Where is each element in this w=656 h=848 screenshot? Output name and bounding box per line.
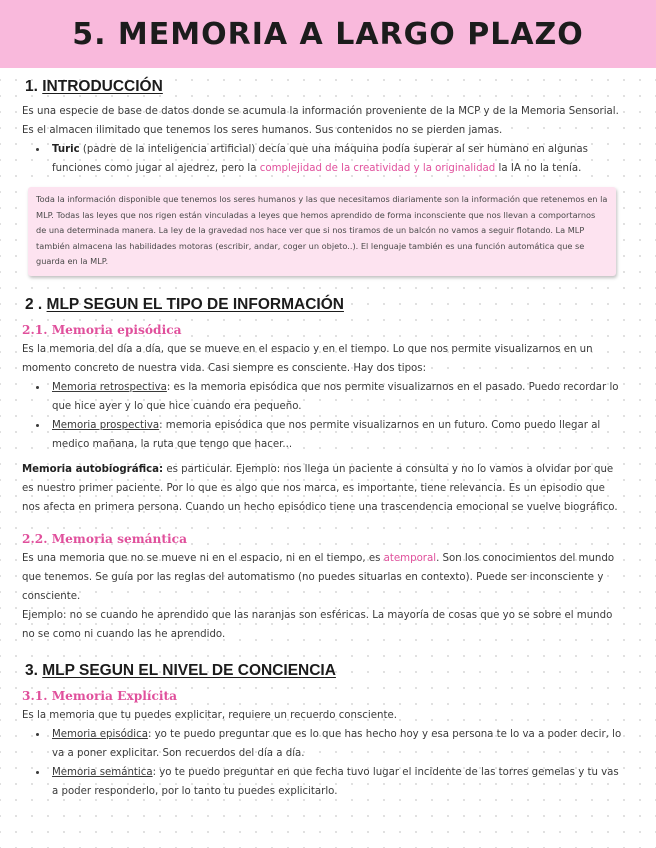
list-item — [48, 416, 622, 454]
highlight-text: atemporal — [383, 552, 437, 564]
text-run: : es la memoria episódica que nos permite visualizarnos en el pasado. Puedo recordar lo que hice ayer y lo que hice cuando era pequeño. — [52, 381, 619, 412]
section-introduccion — [22, 78, 622, 276]
underlined-term: Memoria prospectiva — [52, 419, 160, 431]
note-text: Toda la información disponible que tenemos los seres humanos y las que necesitamos diariamente son la información que retenemos en la MLP. Todas las leyes que nos rigen están vinculadas a leyes que hemos aprendido de forma inconsciente que nos llevan a comportarnos de una determinada manera. La ley de la gravedad nos hace ver que si nos tiramos de un balcón no vamos a seguir flotando. La MLP también almacena las habilidades motoras (escribir, andar, coger un objeto..). El lenguaje también es una función automática que se guarda en la MLP. — [36, 194, 608, 266]
section-heading — [25, 662, 622, 680]
list-item — [48, 140, 622, 178]
subsection-title: 3.1. Memoria Explícita — [22, 688, 178, 703]
underlined-term: Memoria episódica — [52, 728, 148, 740]
bold-term: Memoria autobiográfica: — [22, 463, 164, 475]
text-run: : memoria episódica que nos permite visualizarnos en un futuro. Como puedo llegar al medico mañana, la ruta que tengo que hacer... — [52, 419, 601, 450]
bullet-list — [22, 378, 622, 454]
section-tipo-informacion — [22, 296, 622, 644]
section-title: MLP SEGUN EL TIPO DE INFORMACIÓN — [46, 295, 344, 313]
paragraph: Es la memoria del día a día, que se mueve en el espacio y en el tiempo. Lo que nos permite visualizarnos en un momento concreto de nuestra vida. Casi siempre es consciente. Hay dos tipos: — [22, 343, 593, 374]
list-item — [48, 725, 622, 763]
section-title: MLP SEGUN EL NIVEL DE CONCIENCIA — [42, 661, 336, 679]
section-nivel-conciencia — [22, 662, 622, 801]
highlight-text: complejidad de la creatividad y la originalidad — [259, 163, 496, 174]
subsection-title: 2.1. Memoria episódica — [22, 322, 182, 337]
text-run: la IA no la tenía. — [495, 163, 582, 174]
section-heading — [25, 296, 622, 314]
text-run: (padre de la inteligencia artificial) decía que una máquina podía superar al ser humano en algunas funciones como jugar al ajedrez, pero la — [52, 144, 588, 174]
paragraph: Es una especie de base de datos donde se acumula la información proveniente de la MCP y de la Memoria Sensorial. Es el almacen ilimitado que tenemos los seres humanos. Sus contenidos no se pierden jamas. — [22, 106, 619, 136]
text-run: es particular. Ejemplo: nos llega un paciente a consulta y no lo vamos a olvidar por que es nuestro primer paciente. Por lo que es algo que nos marca, es importante, tiene relevancia. Es un episodio que nos afecta en primera persona. Cuando un hecho episódico tiene una trascendencia emocional se vuelve biográfico. — [22, 463, 618, 513]
title-banner — [0, 0, 656, 68]
bullet-list — [22, 725, 622, 801]
underlined-term: Memoria retrospectiva — [52, 381, 167, 393]
page-title: 5. MEMORIA A LARGO PLAZO — [72, 16, 584, 52]
section-number: 1. — [25, 78, 38, 95]
text-run: : yo te puedo preguntar que es lo que has hecho hoy y esa persona te lo va a poder decir, lo va a poner explicitar. Son recuerdos del día a día. — [52, 728, 622, 759]
paragraph — [22, 549, 622, 606]
paragraph: Ejemplo: no se cuando he aprendido que las naranjas son esféricas. La mayoría de cosas que yo se sobre el mundo no se como ni cuando las he aprendido. — [22, 609, 613, 640]
section-number: 2 . — [25, 295, 43, 313]
text-run: : yo te puedo preguntar en que fecha tuvo lugar el incidente de las torres gemelas y tu vas a poder responderlo, por lo tanto tu puedes explicitarlo. — [52, 766, 619, 797]
list-item — [48, 378, 622, 416]
section-heading — [25, 78, 622, 96]
list-item — [48, 763, 622, 801]
paragraph — [22, 460, 622, 517]
section-title: INTRODUCCIÓN — [42, 78, 163, 95]
text-run: . Son los conocimientos del mundo que tenemos. Se guía por las reglas del automatismo (no puedes situarlas en contexto). Puede ser inconsciente y consciente. — [22, 552, 615, 602]
note-box — [28, 187, 616, 276]
underlined-term: Memoria semántica — [52, 766, 153, 778]
subsection-title: 2.2. Memoria semántica — [22, 531, 187, 546]
bold-term: Turic — [52, 144, 80, 155]
paragraph: Es la memoria que tu puedes explicitar, requiere un recuerdo consciente. — [22, 709, 397, 721]
text-run: Es una memoria que no se mueve ni en el espacio, ni en el tiempo, es — [22, 552, 384, 564]
bullet-list — [22, 140, 622, 178]
section-number: 3. — [25, 661, 38, 679]
document-body — [22, 78, 622, 801]
